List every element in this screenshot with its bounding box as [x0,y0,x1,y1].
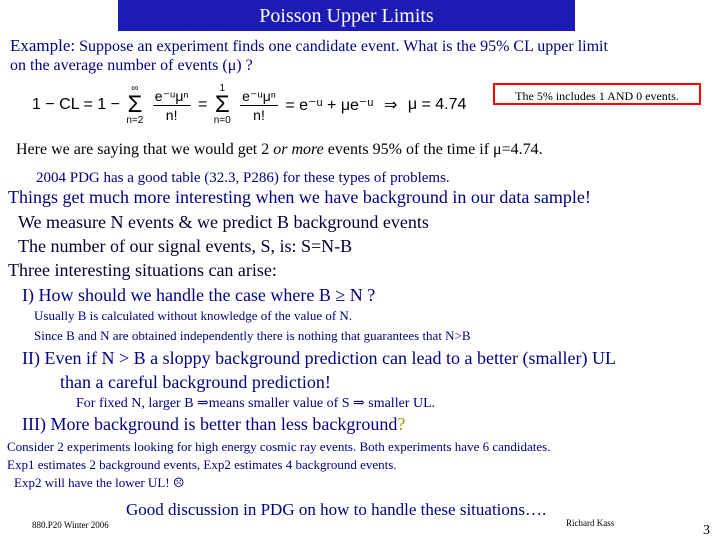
example-line-1 [10,36,608,56]
sum-2 [214,84,231,126]
good-discussion: Good discussion in PDG on how to handle these situations…. [126,500,547,519]
sum-2-sup: 1 [219,83,226,94]
line-measure: We measure N events & we predict B background events [18,212,429,232]
case-3 [22,414,405,435]
equation [32,84,466,128]
sum-1-sup: ∞ [131,83,139,94]
case-3-question-mark: ? [397,414,406,434]
sigma-symbol: Σ [214,91,230,118]
case-1: I) How should we handle the case where B ≥ N ? [22,285,376,305]
example-lead: Example: [10,36,76,55]
sum-2-sub: n=0 [213,115,231,126]
sigma-symbol: Σ [127,91,143,118]
saying-or-more: or more [273,141,324,158]
line-three-situations: Three interesting situations can arise: [8,260,277,280]
eq-lhs: 1 − CL = 1 − [32,96,120,113]
note-box: The 5% includes 1 AND 0 events. [493,83,701,105]
saying-a: Here we are saying that we would get 2 [16,141,274,158]
example-text-1: Suppose an experiment finds one candidate event. What is the 95% CL upper limit [79,38,608,55]
saying-line [16,141,543,159]
case-2-line-1: II) Even if N > B a sloppy background prediction can lead to a better (smaller) UL [22,348,616,368]
sum-1-sub: n=2 [126,115,144,126]
usually-line-1: Usually B is calculated without knowledge of the value of N. [34,308,353,323]
usually-line-2: Since B and N are obtained independently there is nothing that guarantees that N>B [34,328,471,343]
consider-line-1: Consider 2 experiments looking for high energy cosmic ray events. Both experiments have 6 candidates. [7,439,551,454]
consider-line-3: Exp2 will have the lower UL! ☹ [14,475,185,490]
consider-line-2: Exp1 estimates 2 background events, Exp2 estimates 4 background events. [7,457,397,472]
fraction-2-den: n! [253,106,265,123]
eq-result: μ = 4.74 [407,96,467,113]
line-signal: The number of our signal events, S, is: S=N-B [18,236,353,256]
eq-mid: = e⁻ᵘ + μe⁻ᵘ [285,97,374,114]
fraction-1-num: e⁻ᵘμⁿ [154,87,189,104]
line-background: Things get much more interesting when we have background in our data sample! [8,187,591,207]
case-2-detail: For fixed N, larger B ⇒means smaller value of S ⇒ smaller UL. [76,396,436,411]
footer-course: 880.P20 Winter 2006 [32,520,109,530]
page-number: 3 [703,523,710,538]
fraction-2 [240,87,278,124]
eq-equals: = [197,96,208,113]
saying-c: events 95% of the time if μ=4.74. [323,141,543,158]
example-text-2: on the average number of events (μ) ? [10,57,253,74]
footer-author: Richard Kass [566,518,615,528]
slide-title: Poisson Upper Limits [118,0,575,31]
implies-arrow: ⇒ [383,97,398,114]
fraction-1 [153,87,191,124]
case-3-text: III) More background is better than less background [22,414,398,434]
sum-1 [126,84,143,126]
fraction-1-den: n! [165,106,178,123]
fraction-2-num: e⁻ᵘμⁿ [242,87,276,104]
case-2-line-2: than a careful background prediction! [60,372,331,392]
pdg-reference: 2004 PDG has a good table (32.3, P286) for these types of problems. [36,170,450,186]
